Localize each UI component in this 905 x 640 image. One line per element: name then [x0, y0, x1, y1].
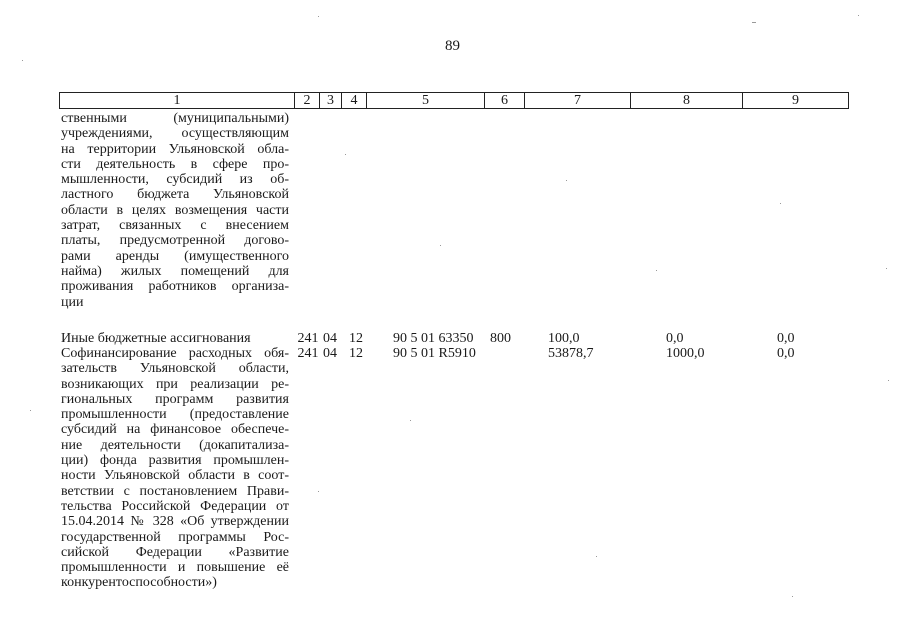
header-col-6: 6: [485, 93, 525, 108]
cell-col-6: 800: [490, 331, 511, 346]
scan-speck: [410, 420, 411, 421]
scan-speck: [888, 380, 889, 381]
description-line: ности Ульяновской области в соот-: [61, 468, 289, 484]
cell-col-4: 12: [349, 346, 363, 361]
description-line: зательств Ульяновской области,: [61, 361, 289, 377]
cell-col-7: 53878,7: [548, 346, 594, 361]
description-line: субсидий на финансовое обеспече-: [61, 422, 289, 438]
header-col-9: 9: [792, 93, 799, 108]
description-line: Софинансирование расходных обя-: [61, 346, 289, 361]
description-line: конкурентоспособности»): [61, 575, 217, 591]
description-line: мышленности, субсидий из об-: [61, 172, 289, 188]
cell-col-9: 0,0: [777, 346, 795, 361]
description-line: ственными (муниципальными): [61, 111, 289, 126]
cell-col-8: 0,0: [666, 331, 684, 346]
description-line: промышленности и повышение её: [61, 560, 289, 576]
description-line: возникающих при реализации ре-: [61, 376, 289, 392]
scan-speck: [596, 556, 597, 557]
description-line: ции: [61, 294, 84, 310]
description-line: проживания работников организа-: [61, 279, 289, 295]
header-col-7: 7: [525, 93, 631, 108]
description-line: рами аренды (имущественного: [61, 248, 289, 264]
scan-speck: [886, 268, 887, 269]
cell-col-5: 90 5 01 63350: [393, 331, 474, 346]
scan-speck: [656, 270, 657, 271]
page-number: 89: [445, 38, 460, 54]
row-name: Иные бюджетные ассигнования: [61, 331, 251, 346]
scan-speck: [30, 410, 31, 411]
cell-col-4: 12: [349, 331, 363, 346]
description-line: промышленности (предоставление: [61, 407, 289, 423]
header-col-1: 1: [60, 93, 295, 108]
table-header-row: [59, 92, 849, 109]
scan-speck: [22, 60, 23, 61]
cell-col-2: 241: [297, 331, 319, 346]
description-line: ции) фонда развития промышлен-: [61, 453, 289, 469]
description-line: сти деятельность в сфере про-: [61, 156, 289, 172]
header-col-5: 5: [367, 93, 485, 108]
cell-col-3: 04: [323, 346, 337, 361]
description-line: найма) жилых помещений для: [61, 263, 289, 279]
description-line: ластного бюджета Ульяновской: [61, 187, 289, 203]
cell-col-9: 0,0: [777, 331, 795, 346]
header-col-4: 4: [342, 93, 367, 108]
scan-speck: [345, 154, 346, 155]
cell-col-8: 1000,0: [666, 346, 705, 361]
scan-speck: [792, 596, 793, 597]
description-line: государственной программы Рос-: [61, 529, 289, 545]
cell-col-5: 90 5 01 R5910: [393, 346, 476, 361]
scan-speck: [440, 245, 441, 246]
scan-speck: [318, 16, 319, 17]
description-line: сийской Федерации «Развитие: [61, 544, 289, 560]
description-line: учреждениями, осуществляющим: [61, 126, 289, 142]
header-col-3: 3: [320, 93, 342, 108]
row-description: [61, 346, 289, 591]
description-line: области в целях возмещения части: [61, 202, 289, 218]
description-line: 15.04.2014 № 328 «Об утверждении: [61, 514, 289, 530]
scan-speck: [780, 203, 781, 204]
cell-col-7: 100,0: [548, 331, 580, 346]
description-line: ветствии с постановлением Прави-: [61, 483, 289, 499]
header-col-8: 8: [631, 93, 743, 108]
description-line: затрат, связанных с внесением: [61, 218, 289, 234]
header-col-2: 2: [295, 93, 320, 108]
table-row: [61, 111, 289, 310]
description-line: на территории Ульяновской обла-: [61, 141, 289, 157]
cell-col-3: 04: [323, 331, 337, 346]
description-line: гиональных программ развития: [61, 391, 289, 407]
description-line: платы, предусмотренной догово-: [61, 233, 289, 249]
description-line: тельства Российской Федерации от: [61, 498, 289, 514]
scan-speck: [858, 15, 859, 16]
scan-speck: [318, 491, 319, 492]
scan-speck: [566, 180, 567, 181]
cell-col-2: 241: [297, 346, 319, 361]
description-line: ние деятельности (докапитализа-: [61, 437, 289, 453]
scan-speck: [752, 22, 756, 23]
